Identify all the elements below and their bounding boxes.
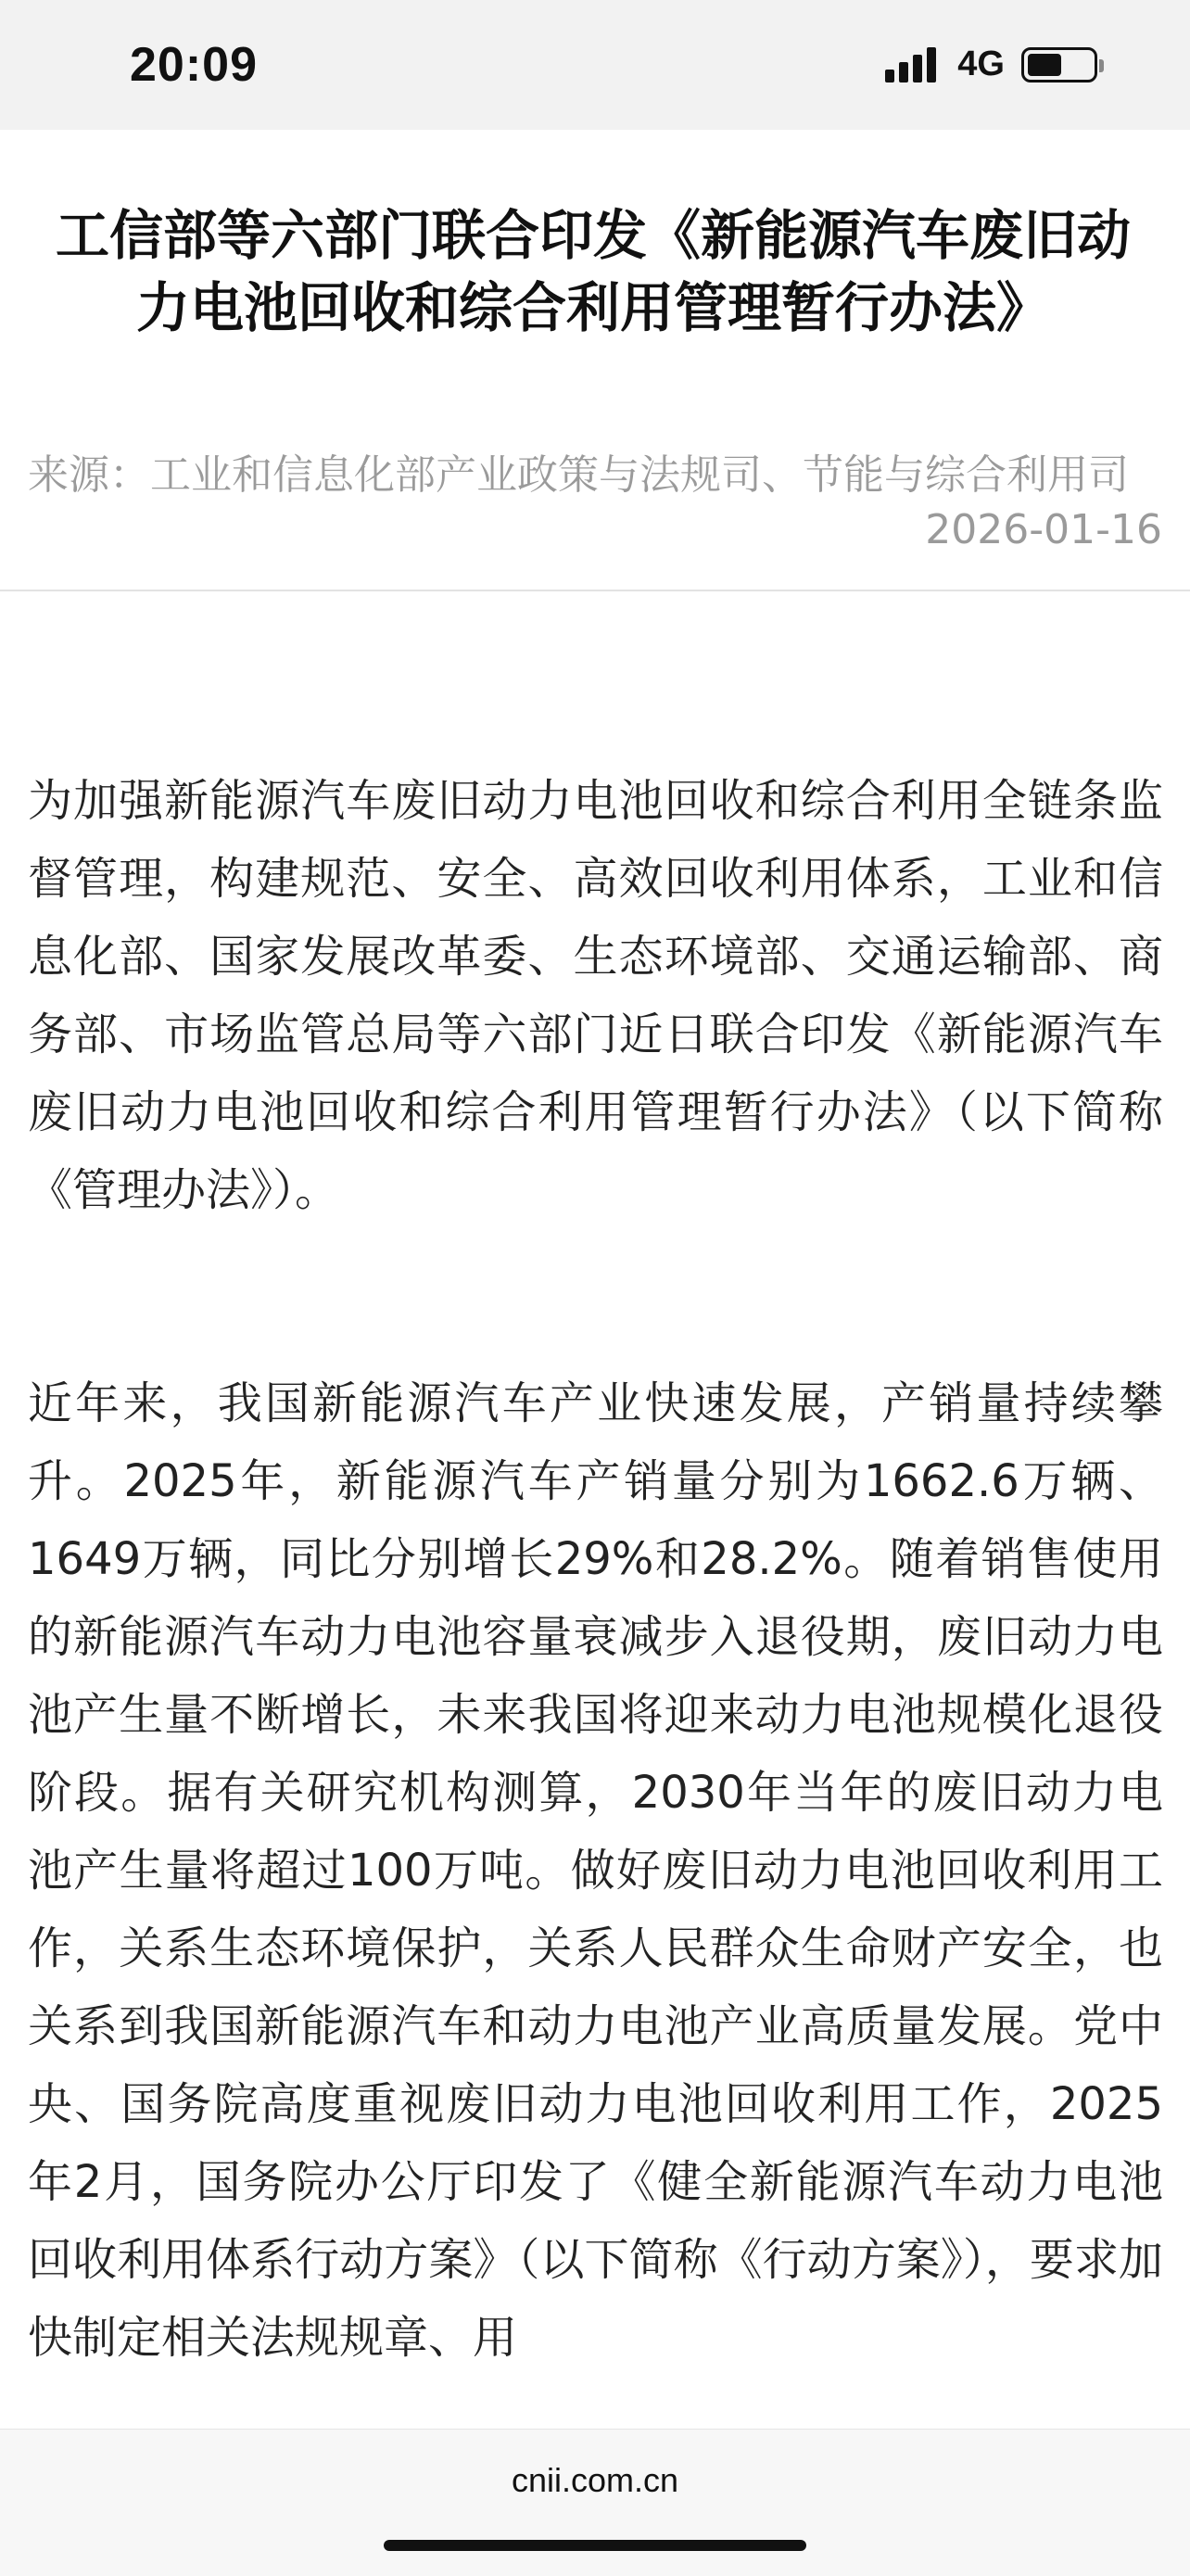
- browser-bottom-bar: [0, 2429, 1190, 2576]
- status-time: 20:09: [130, 38, 258, 92]
- status-bar: [0, 0, 1190, 130]
- battery-level: [1028, 54, 1061, 76]
- article-date: 2026-01-16: [925, 506, 1162, 553]
- article-paragraph: 为加强新能源汽车废旧动力电池回收和综合利用全链条监督管理，构建规范、安全、高效回收利用体系，工业和信息化部、国家发展改革委、生态环境部、交通运输部、商务部、市场监管总局等六部门近日联合印发《新能源汽车废旧动力电池回收和综合利用管理暂行办法》（以下简称《管理办法》）。: [28, 775, 1163, 1216]
- article-source: 来源：工业和信息化部产业政策与法规司、节能与综合利用司: [28, 451, 1129, 499]
- network-type: 4G: [957, 44, 1005, 83]
- signal-icon: [885, 47, 941, 82]
- article-title: 工信部等六部门联合印发《新能源汽车废旧动力电池回收和综合利用管理暂行办法》: [55, 204, 1131, 339]
- status-indicators: [885, 44, 1097, 84]
- home-indicator[interactable]: [384, 2540, 806, 2551]
- battery-icon: [1021, 47, 1097, 82]
- address-bar-domain[interactable]: cnii.com.cn: [511, 2461, 679, 2499]
- article-paragraph: 近年来，我国新能源汽车产业快速发展，产销量持续攀升。2025年，新能源汽车产销量分别为1662.6万辆、1649万辆，同比分别增长29%和28.2%。随着销售使用的新能源汽车动力电池容量衰减步入退役期，废旧动力电池产生量不断增长，未来我国将迎来动力电池规模化退役阶段。据有关研究机构测算，2030年当年的废旧动力电池产生量将超过100万吨。做好废旧动力电池回收利用工作，关系生态环境保护，关系人民群众生命财产安全，也关系到我国新能源汽车和动力电池产业高质量发展。党中央、国务院高度重视废旧动力电池回收利用工作，2025年2月，国务院办公厅印发了《健全新能源汽车动力电池回收利用体系行动方案》（以下简称《行动方案》），要求加快制定相关法规规章、用: [28, 1377, 1163, 2364]
- header-divider: [0, 590, 1190, 591]
